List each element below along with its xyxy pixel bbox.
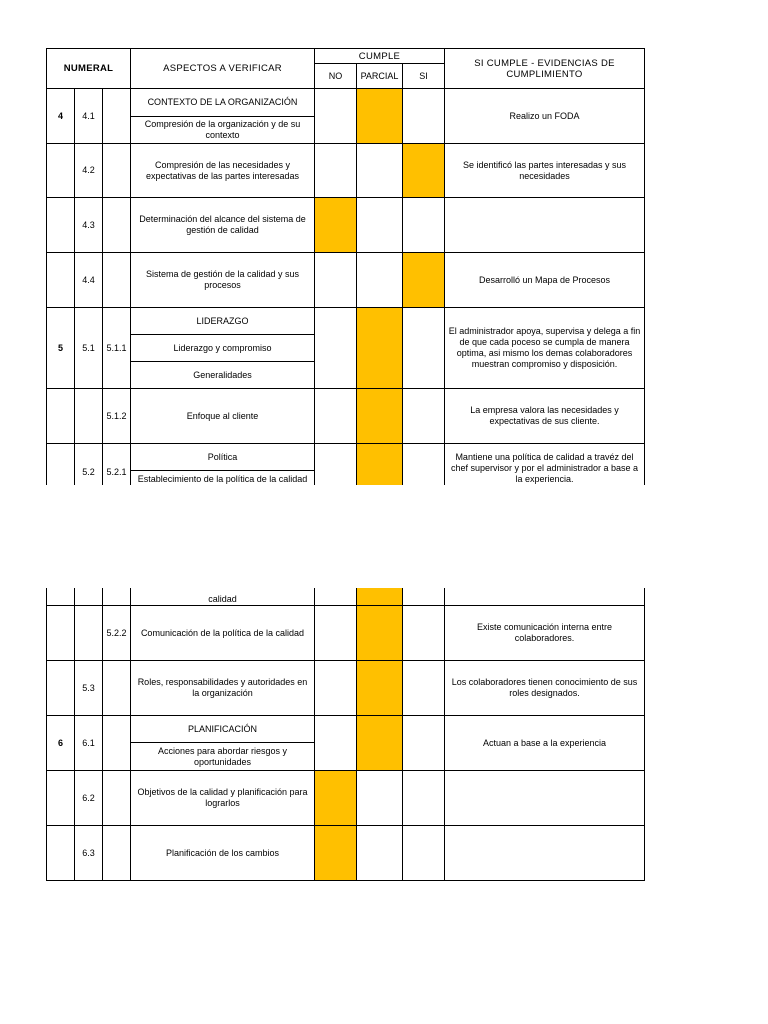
si-cell [403, 771, 445, 826]
si-cell [403, 826, 445, 881]
header-aspectos: ASPECTOS A VERIFICAR [131, 49, 315, 89]
numeral-6-2: 6.2 [75, 771, 103, 826]
numeral-4-2: 4.2 [75, 144, 103, 198]
no-cell [315, 588, 357, 606]
section-title-contexto: CONTEXTO DE LA ORGANIZACIÓN [131, 89, 315, 117]
numeral-6-3: 6.3 [75, 826, 103, 881]
numeral-5-2-1: 5.2.1 [103, 444, 131, 486]
numeral-empty [75, 606, 103, 661]
si-cell [403, 716, 445, 771]
aspect-5-2-2: Comunicación de la política de la calidad [131, 606, 315, 661]
parcial-cell [357, 444, 403, 486]
numeral-empty [47, 389, 75, 444]
header-evidencias: SI CUMPLE - EVIDENCIAS DE CUMPLIMIENTO [445, 49, 645, 89]
aspect-4-3: Determinación del alcance del sistema de gestión de calidad [131, 198, 315, 253]
numeral-empty [103, 89, 131, 144]
si-cell [403, 253, 445, 308]
numeral-empty [103, 588, 131, 606]
aspect-5-1-1: Liderazgo y compromiso [131, 335, 315, 362]
numeral-empty [103, 198, 131, 253]
evidence-5-1-2: La empresa valora las necesidades y expectativas de sus cliente. [445, 389, 645, 444]
no-cell [315, 444, 357, 486]
si-cell [403, 89, 445, 144]
no-cell [315, 89, 357, 144]
parcial-cell [357, 661, 403, 716]
parcial-cell [357, 606, 403, 661]
section-title-politica: Política [131, 444, 315, 471]
section-title-liderazgo: LIDERAZGO [131, 308, 315, 335]
no-cell [315, 144, 357, 198]
no-cell [315, 826, 357, 881]
no-cell [315, 198, 357, 253]
evidence-6-2 [445, 771, 645, 826]
numeral-empty [103, 771, 131, 826]
page-1 [0, 0, 768, 485]
numeral-empty [47, 826, 75, 881]
parcial-cell [357, 716, 403, 771]
evidence-6-3 [445, 826, 645, 881]
aspect-4-1: Compresión de la organización y de su contexto [131, 117, 315, 144]
aspect-5-1-2: Enfoque al cliente [131, 389, 315, 444]
si-cell [403, 588, 445, 606]
numeral-empty [47, 444, 75, 486]
si-cell [403, 144, 445, 198]
si-cell [403, 389, 445, 444]
no-cell [315, 771, 357, 826]
numeral-empty [103, 826, 131, 881]
numeral-5-3: 5.3 [75, 661, 103, 716]
numeral-empty [47, 198, 75, 253]
numeral-empty [47, 588, 75, 606]
parcial-cell [357, 198, 403, 253]
numeral-empty [75, 389, 103, 444]
numeral-5: 5 [47, 308, 75, 389]
no-cell [315, 308, 357, 389]
numeral-empty [47, 253, 75, 308]
si-cell [403, 606, 445, 661]
si-cell [403, 444, 445, 486]
si-cell [403, 198, 445, 253]
aspect-4-2: Compresión de las necesidades y expectativas de las partes interesadas [131, 144, 315, 198]
header-si: SI [403, 64, 445, 89]
header-parcial: PARCIAL [357, 64, 403, 89]
numeral-empty [103, 144, 131, 198]
header-numeral: NUMERAL [47, 49, 131, 89]
evidence-5-3: Los colaboradores tienen conocimiento de sus roles designados. [445, 661, 645, 716]
no-cell [315, 253, 357, 308]
numeral-5-1: 5.1 [75, 308, 103, 389]
numeral-empty [75, 588, 103, 606]
evidence-4-3 [445, 198, 645, 253]
parcial-cell [357, 308, 403, 389]
evidence-4-4: Desarrolló un Mapa de Procesos [445, 253, 645, 308]
numeral-empty [103, 716, 131, 771]
parcial-cell [357, 253, 403, 308]
parcial-cell [357, 389, 403, 444]
numeral-5-1-1: 5.1.1 [103, 308, 131, 389]
parcial-cell [357, 144, 403, 198]
section-title-planificacion: PLANIFICACIÓN [131, 716, 315, 743]
numeral-4-1: 4.1 [75, 89, 103, 144]
numeral-empty [103, 661, 131, 716]
parcial-cell [357, 588, 403, 606]
numeral-empty [47, 606, 75, 661]
numeral-5-2-2: 5.2.2 [103, 606, 131, 661]
parcial-cell [357, 826, 403, 881]
aspect-generalidades: Generalidades [131, 362, 315, 389]
numeral-5-1-2: 5.1.2 [103, 389, 131, 444]
header-no: NO [315, 64, 357, 89]
numeral-5-2: 5.2 [75, 444, 103, 486]
verification-table-page-1 [46, 48, 645, 485]
numeral-empty [103, 253, 131, 308]
parcial-cell [357, 771, 403, 826]
no-cell [315, 606, 357, 661]
aspect-6-3: Planificación de los cambios [131, 826, 315, 881]
verification-table-page-2 [46, 588, 645, 881]
evidence-5-2-1-continued [445, 588, 645, 606]
no-cell [315, 389, 357, 444]
evidence-6-1: Actuan a base a la experiencia [445, 716, 645, 771]
numeral-4-3: 4.3 [75, 198, 103, 253]
aspect-5-2-1: Establecimiento de la política de la calidad [131, 471, 315, 486]
si-cell [403, 661, 445, 716]
aspect-5-2-1-continued: calidad [131, 588, 315, 606]
evidence-5-2-1: Mantiene una política de calidad a travéz del chef supervisor y por el administrador a base a la experiencia. [445, 444, 645, 486]
parcial-cell [357, 89, 403, 144]
si-cell [403, 308, 445, 389]
numeral-4: 4 [47, 89, 75, 144]
numeral-6: 6 [47, 716, 75, 771]
numeral-empty [47, 661, 75, 716]
aspect-6-1: Acciones para abordar riesgos y oportunidades [131, 743, 315, 771]
no-cell [315, 716, 357, 771]
no-cell [315, 661, 357, 716]
numeral-empty [47, 144, 75, 198]
numeral-6-1: 6.1 [75, 716, 103, 771]
aspect-4-4: Sistema de gestión de la calidad y sus procesos [131, 253, 315, 308]
numeral-empty [47, 771, 75, 826]
page-2 [0, 588, 768, 888]
aspect-5-3: Roles, responsabilidades y autoridades en la organización [131, 661, 315, 716]
evidence-5-1-1: El administrador apoya, supervisa y delega a fin de que cada poceso se cumpla de manera optima, asi mismo los demas colaboradores muestran compromiso y disposición. [445, 308, 645, 389]
header-cumple: CUMPLE [315, 49, 445, 64]
numeral-4-4: 4.4 [75, 253, 103, 308]
aspect-6-2: Objetivos de la calidad y planificación para lograrlos [131, 771, 315, 826]
evidence-4-1: Realizo un FODA [445, 89, 645, 144]
evidence-5-2-2: Existe comunicación interna entre colaboradores. [445, 606, 645, 661]
evidence-4-2: Se identificó las partes interesadas y sus necesidades [445, 144, 645, 198]
